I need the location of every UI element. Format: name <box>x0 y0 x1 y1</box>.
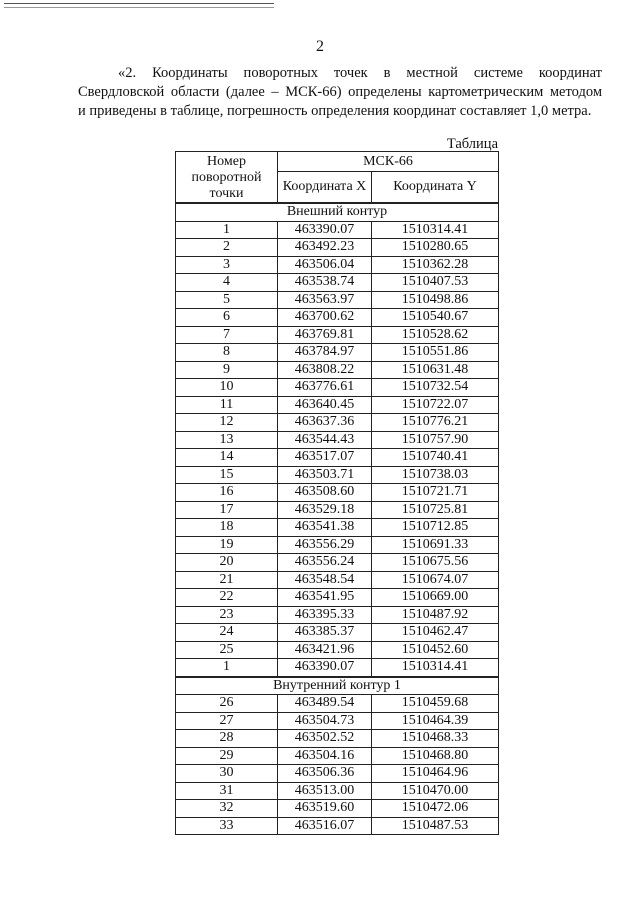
coord-y-cell: 1510631.48 <box>372 361 499 379</box>
coord-y-cell: 1510725.81 <box>372 501 499 519</box>
point-number-cell: 21 <box>176 571 278 589</box>
coord-x-cell: 463776.61 <box>278 379 372 397</box>
point-number-cell: 10 <box>176 379 278 397</box>
table-caption: Таблица <box>446 136 498 152</box>
point-number-cell: 25 <box>176 641 278 659</box>
coord-y-cell: 1510314.41 <box>372 221 499 239</box>
table-row <box>176 361 499 379</box>
header-coord-x: Координата X <box>278 172 372 203</box>
header-point-number: Номер поворотной точки <box>176 152 278 204</box>
coord-x-cell: 463637.36 <box>278 414 372 432</box>
header-rule-secondary <box>4 7 274 8</box>
coord-x-cell: 463516.07 <box>278 817 372 835</box>
coord-x-cell: 463504.16 <box>278 747 372 765</box>
table-row <box>176 641 499 659</box>
coord-x-cell: 463640.45 <box>278 396 372 414</box>
section-row <box>176 203 499 221</box>
coord-x-cell: 463390.07 <box>278 659 372 677</box>
point-number-cell: 3 <box>176 256 278 274</box>
coord-x-cell: 463506.04 <box>278 256 372 274</box>
section-row <box>176 677 499 695</box>
coord-x-cell: 463506.36 <box>278 765 372 783</box>
header-rule <box>4 3 274 4</box>
coord-y-cell: 1510740.41 <box>372 449 499 467</box>
coord-y-cell: 1510487.53 <box>372 817 499 835</box>
coord-y-cell: 1510540.67 <box>372 309 499 327</box>
point-number-cell: 14 <box>176 449 278 467</box>
coord-x-cell: 463808.22 <box>278 361 372 379</box>
coord-y-cell: 1510669.00 <box>372 589 499 607</box>
coord-x-cell: 463385.37 <box>278 624 372 642</box>
table-row <box>176 659 499 677</box>
coord-x-cell: 463517.07 <box>278 449 372 467</box>
table-row <box>176 695 499 713</box>
coord-x-cell: 463492.23 <box>278 239 372 257</box>
coordinates-table <box>175 151 499 835</box>
point-number-cell: 27 <box>176 712 278 730</box>
table-row <box>176 800 499 818</box>
coord-x-cell: 463519.60 <box>278 800 372 818</box>
point-number-cell: 29 <box>176 747 278 765</box>
point-number-cell: 16 <box>176 484 278 502</box>
coord-x-cell: 463556.29 <box>278 536 372 554</box>
coord-y-cell: 1510280.65 <box>372 239 499 257</box>
point-number-cell: 19 <box>176 536 278 554</box>
paragraph-line: и приведены в таблице, погрешность определения координат составляет 1,0 метра. <box>78 103 592 119</box>
coord-x-cell: 463508.60 <box>278 484 372 502</box>
table-row <box>176 449 499 467</box>
point-number-cell: 20 <box>176 554 278 572</box>
table-row <box>176 326 499 344</box>
table-row <box>176 274 499 292</box>
section-title: Внешний контур <box>176 203 499 221</box>
table-row <box>176 501 499 519</box>
table-row <box>176 239 499 257</box>
coord-x-cell: 463541.38 <box>278 519 372 537</box>
coord-x-cell: 463513.00 <box>278 782 372 800</box>
coord-y-cell: 1510459.68 <box>372 695 499 713</box>
coord-x-cell: 463421.96 <box>278 641 372 659</box>
table-row <box>176 589 499 607</box>
point-number-cell: 23 <box>176 606 278 624</box>
coord-y-cell: 1510675.56 <box>372 554 499 572</box>
coord-y-cell: 1510738.03 <box>372 466 499 484</box>
coord-x-cell: 463556.24 <box>278 554 372 572</box>
coord-x-cell: 463700.62 <box>278 309 372 327</box>
point-number-cell: 2 <box>176 239 278 257</box>
coord-x-cell: 463548.54 <box>278 571 372 589</box>
point-number-cell: 12 <box>176 414 278 432</box>
table-row <box>176 396 499 414</box>
coord-x-cell: 463502.52 <box>278 730 372 748</box>
point-number-cell: 33 <box>176 817 278 835</box>
coord-x-cell: 463538.74 <box>278 274 372 292</box>
coord-y-cell: 1510470.00 <box>372 782 499 800</box>
table-row <box>176 291 499 309</box>
coord-y-cell: 1510528.62 <box>372 326 499 344</box>
table-row <box>176 379 499 397</box>
table-row <box>176 519 499 537</box>
point-number-cell: 18 <box>176 519 278 537</box>
intro-paragraph <box>78 64 602 121</box>
coord-x-cell: 463390.07 <box>278 221 372 239</box>
table-row <box>176 554 499 572</box>
paragraph-line: «2. Координаты поворотных точек в местной системе координат <box>118 65 602 81</box>
coord-x-cell: 463395.33 <box>278 606 372 624</box>
point-number-cell: 17 <box>176 501 278 519</box>
table-row <box>176 484 499 502</box>
table-row <box>176 344 499 362</box>
coord-x-cell: 463563.97 <box>278 291 372 309</box>
point-number-cell: 1 <box>176 659 278 677</box>
point-number-cell: 8 <box>176 344 278 362</box>
coord-y-cell: 1510674.07 <box>372 571 499 589</box>
coord-y-cell: 1510462.47 <box>372 624 499 642</box>
header-coordinate-system: МСК-66 <box>278 152 499 172</box>
point-number-cell: 24 <box>176 624 278 642</box>
coord-y-cell: 1510468.80 <box>372 747 499 765</box>
point-number-cell: 31 <box>176 782 278 800</box>
coord-y-cell: 1510721.71 <box>372 484 499 502</box>
coord-y-cell: 1510757.90 <box>372 431 499 449</box>
point-number-cell: 9 <box>176 361 278 379</box>
coord-y-cell: 1510314.41 <box>372 659 499 677</box>
page-number: 2 <box>316 38 324 55</box>
point-number-cell: 4 <box>176 274 278 292</box>
table-row <box>176 536 499 554</box>
table-body <box>176 203 499 835</box>
coord-x-cell: 463504.73 <box>278 712 372 730</box>
point-number-cell: 30 <box>176 765 278 783</box>
coord-y-cell: 1510691.33 <box>372 536 499 554</box>
point-number-cell: 6 <box>176 309 278 327</box>
point-number-cell: 15 <box>176 466 278 484</box>
point-number-cell: 1 <box>176 221 278 239</box>
coord-y-cell: 1510712.85 <box>372 519 499 537</box>
table-row <box>176 817 499 835</box>
coord-y-cell: 1510722.07 <box>372 396 499 414</box>
table-row <box>176 571 499 589</box>
coord-y-cell: 1510407.53 <box>372 274 499 292</box>
point-number-cell: 5 <box>176 291 278 309</box>
coord-y-cell: 1510498.86 <box>372 291 499 309</box>
coord-y-cell: 1510452.60 <box>372 641 499 659</box>
header-coord-y: Координата Y <box>372 172 499 203</box>
table-row <box>176 765 499 783</box>
coord-y-cell: 1510472.06 <box>372 800 499 818</box>
coord-x-cell: 463784.97 <box>278 344 372 362</box>
table-row <box>176 256 499 274</box>
coord-y-cell: 1510551.86 <box>372 344 499 362</box>
coord-y-cell: 1510468.33 <box>372 730 499 748</box>
table-row <box>176 730 499 748</box>
table-row <box>176 431 499 449</box>
coord-x-cell: 463541.95 <box>278 589 372 607</box>
paragraph-line: Свердловской области (далее – МСК-66) определены картометрическим методом <box>78 84 602 100</box>
coord-x-cell: 463489.54 <box>278 695 372 713</box>
coord-x-cell: 463503.71 <box>278 466 372 484</box>
table-row <box>176 624 499 642</box>
coord-x-cell: 463529.18 <box>278 501 372 519</box>
point-number-cell: 13 <box>176 431 278 449</box>
coord-y-cell: 1510464.39 <box>372 712 499 730</box>
table-row <box>176 466 499 484</box>
coord-y-cell: 1510776.21 <box>372 414 499 432</box>
table-row <box>176 747 499 765</box>
coord-y-cell: 1510464.96 <box>372 765 499 783</box>
point-number-cell: 28 <box>176 730 278 748</box>
point-number-cell: 7 <box>176 326 278 344</box>
table-row <box>176 221 499 239</box>
point-number-cell: 11 <box>176 396 278 414</box>
coord-y-cell: 1510732.54 <box>372 379 499 397</box>
point-number-cell: 32 <box>176 800 278 818</box>
coord-y-cell: 1510362.28 <box>372 256 499 274</box>
point-number-cell: 22 <box>176 589 278 607</box>
table-row <box>176 309 499 327</box>
table-row <box>176 782 499 800</box>
table-row <box>176 414 499 432</box>
coord-x-cell: 463544.43 <box>278 431 372 449</box>
section-title: Внутренний контур 1 <box>176 677 499 695</box>
coord-x-cell: 463769.81 <box>278 326 372 344</box>
point-number-cell: 26 <box>176 695 278 713</box>
coord-y-cell: 1510487.92 <box>372 606 499 624</box>
table-row <box>176 712 499 730</box>
table-row <box>176 606 499 624</box>
